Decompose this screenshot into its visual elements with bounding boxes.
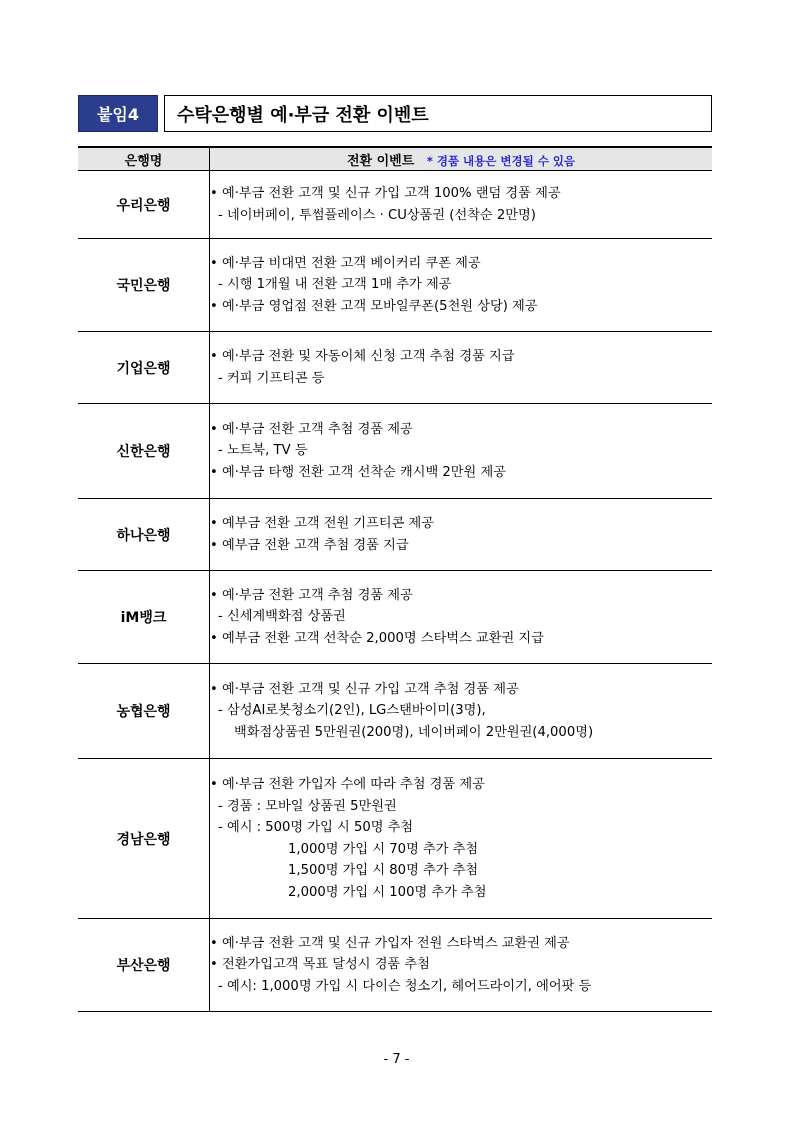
column-header-event bbox=[210, 147, 713, 171]
event-line: 1,500명 가입 시 80명 추가 추첨 bbox=[288, 863, 479, 878]
event-line: • 예·부금 전환 및 자동이체 신청 고객 추첨 경품 지급 bbox=[210, 346, 712, 368]
table-row bbox=[78, 171, 712, 239]
event-cell bbox=[210, 171, 713, 239]
event-line: • 예부금 전환 고객 추첨 경품 지급 bbox=[210, 535, 712, 557]
table-row bbox=[78, 499, 712, 571]
event-line: - 예시 : 500명 가입 시 50명 추첨 bbox=[218, 820, 414, 835]
table-row bbox=[78, 919, 712, 1012]
change-notice: * 경품 내용은 변경될 수 있음 bbox=[426, 153, 576, 168]
event-line: • 예·부금 전환 고객 및 신규 가입 고객 추첨 경품 제공 bbox=[210, 679, 712, 701]
table-row bbox=[78, 239, 712, 332]
event-line: 백화점상품권 5만원권(200명), 네이버페이 2만원권(4,000명) bbox=[234, 724, 594, 740]
event-line: - 신세계백화점 상품권 bbox=[218, 609, 346, 625]
attachment-badge: 붙임4 bbox=[78, 95, 158, 132]
bank-name: 경남은행 bbox=[78, 759, 210, 919]
event-line: - 시행 1개월 내 전환 고객 1매 추가 제공 bbox=[218, 277, 452, 293]
event-line: - 경품 : 모바일 상품권 5만원권 bbox=[218, 798, 397, 814]
page-title: 수탁은행별 예·부금 전환 이벤트 bbox=[164, 95, 712, 132]
table-row bbox=[78, 664, 712, 759]
page-number: - 7 - bbox=[383, 1052, 410, 1067]
bank-name: 하나은행 bbox=[78, 499, 210, 571]
attachment-header bbox=[78, 95, 712, 132]
table-row bbox=[78, 404, 712, 499]
table-row bbox=[78, 759, 712, 919]
event-line: - 네이버페이, 투썸플레이스 · CU상품권 (선착순 2만명) bbox=[218, 207, 536, 223]
event-line: - 노트북, TV 등 bbox=[218, 443, 308, 459]
event-cell bbox=[210, 571, 713, 664]
event-line: • 예·부금 비대면 전환 고객 베이커리 쿠폰 제공 bbox=[210, 253, 712, 275]
event-line: • 예부금 전환 고객 선착순 2,000명 스타벅스 교환권 지급 bbox=[210, 628, 712, 650]
bank-name: 기업은행 bbox=[78, 332, 210, 404]
event-line: • 예·부금 영업점 전환 고객 모바일쿠폰(5천원 상당) 제공 bbox=[210, 296, 712, 318]
event-cell bbox=[210, 664, 713, 759]
column-header-bank: 은행명 bbox=[78, 147, 210, 171]
bank-name: 국민은행 bbox=[78, 239, 210, 332]
bank-name: 부산은행 bbox=[78, 919, 210, 1012]
event-line: 1,000명 가입 시 70명 추가 추첨 bbox=[288, 841, 479, 857]
table-header-row bbox=[78, 147, 712, 171]
event-cell bbox=[210, 919, 713, 1012]
event-cell bbox=[210, 499, 713, 571]
event-line: • 예·부금 전환 고객 및 신규 가입 고객 100% 랜덤 경품 제공 bbox=[210, 183, 712, 205]
event-cell bbox=[210, 332, 713, 404]
bank-name: 신한은행 bbox=[78, 404, 210, 499]
event-line: • 전환가입고객 목표 달성시 경품 추첨 bbox=[210, 954, 712, 976]
event-line: • 예·부금 전환 고객 추첨 경품 제공 bbox=[210, 585, 712, 607]
event-line: 2,000명 가입 시 100명 추가 추첨 bbox=[288, 884, 487, 900]
bank-name: 우리은행 bbox=[78, 171, 210, 239]
event-line: • 예·부금 전환 고객 추첨 경품 제공 bbox=[210, 419, 712, 441]
event-cell bbox=[210, 404, 713, 499]
event-line: • 예·부금 전환 고객 및 신규 가입자 전원 스타벅스 교환권 제공 bbox=[210, 933, 712, 955]
table-row bbox=[78, 332, 712, 404]
column-header-event-label: 전환 이벤트 bbox=[346, 153, 415, 169]
event-line: - 삼성AI로봇청소기(2인), LG스탠바이미(3명), bbox=[218, 703, 486, 719]
bank-name: 농협은행 bbox=[78, 664, 210, 759]
event-line: • 예부금 전환 고객 전원 기프티콘 제공 bbox=[210, 513, 712, 535]
event-line: • 예·부금 전환 가입자 수에 따라 추첨 경품 제공 bbox=[210, 774, 712, 796]
event-line: • 예·부금 타행 전환 고객 선착순 캐시백 2만원 제공 bbox=[210, 462, 712, 484]
bank-name: iM뱅크 bbox=[78, 571, 210, 664]
event-line: - 커피 기프티콘 등 bbox=[218, 370, 325, 386]
event-line: - 예시: 1,000명 가입 시 다이슨 청소기, 헤어드라이기, 에어팟 등 bbox=[218, 978, 592, 994]
event-cell bbox=[210, 759, 713, 919]
event-cell bbox=[210, 239, 713, 332]
events-table bbox=[78, 146, 712, 1012]
table-row bbox=[78, 571, 712, 664]
